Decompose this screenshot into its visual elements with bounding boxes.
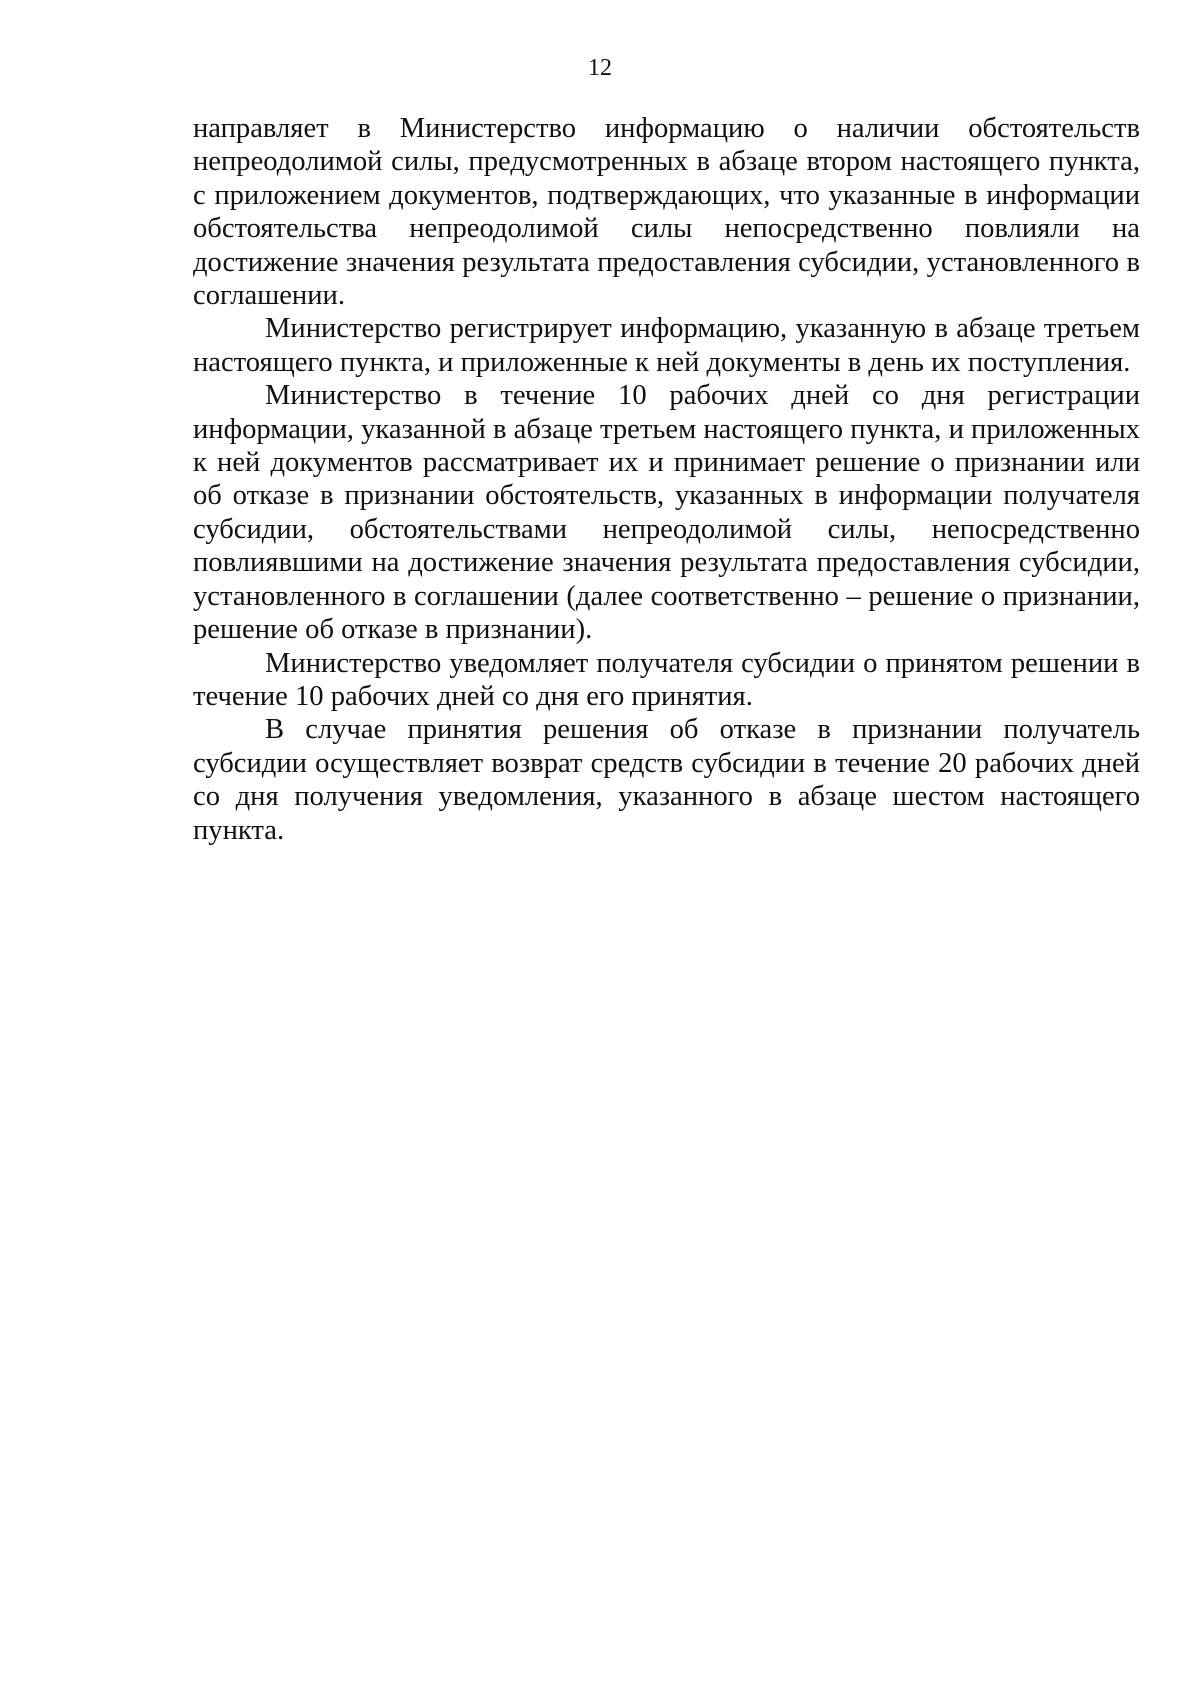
paragraph: Министерство в течение 10 рабочих дней со дня регистрации информации, указанной в абзаце третьем настоящего пункта, и приложенных к ней документов рассматривает их и принимает решение о признании или об отказе в признании обстоятельств, указанных в информации получателя субсидии, обстоятельствами непреодолимой силы, непосредственно повлиявшими на достижение значения результата предоставления субсидии, установленного в соглашении (далее соответственно – решение о признании, решение об отказе в признании). bbox=[193, 380, 1140, 646]
page-number: 12 bbox=[588, 55, 612, 81]
paragraph: Министерство уведомляет получателя субсидии о принятом решении в течение 10 рабочих дней со дня его принятия. bbox=[193, 647, 1140, 712]
document-body bbox=[193, 112, 1140, 847]
paragraph-continuation: направляет в Министерство информацию о наличии обстоятельств непреодолимой силы, предусмотренных в абзаце втором настоящего пункта, с приложением документов, подтверждающих, что указанные в информации обстоятельства непреодолимой силы непосредственно повлияли на достижение значения результата предоставления субсидии, установленного в соглашении. bbox=[193, 113, 1140, 312]
paragraph: Министерство регистрирует информацию, указанную в абзаце третьем настоящего пункта, и приложенные к ней документы в день их поступления. bbox=[193, 313, 1140, 378]
paragraph: В случае принятия решения об отказе в признании получатель субсидии осуществляет возврат средств субсидии в течение 20 рабочих дней со дня получения уведомления, указанного в абзаце шестом настоящего пункта. bbox=[193, 714, 1140, 846]
